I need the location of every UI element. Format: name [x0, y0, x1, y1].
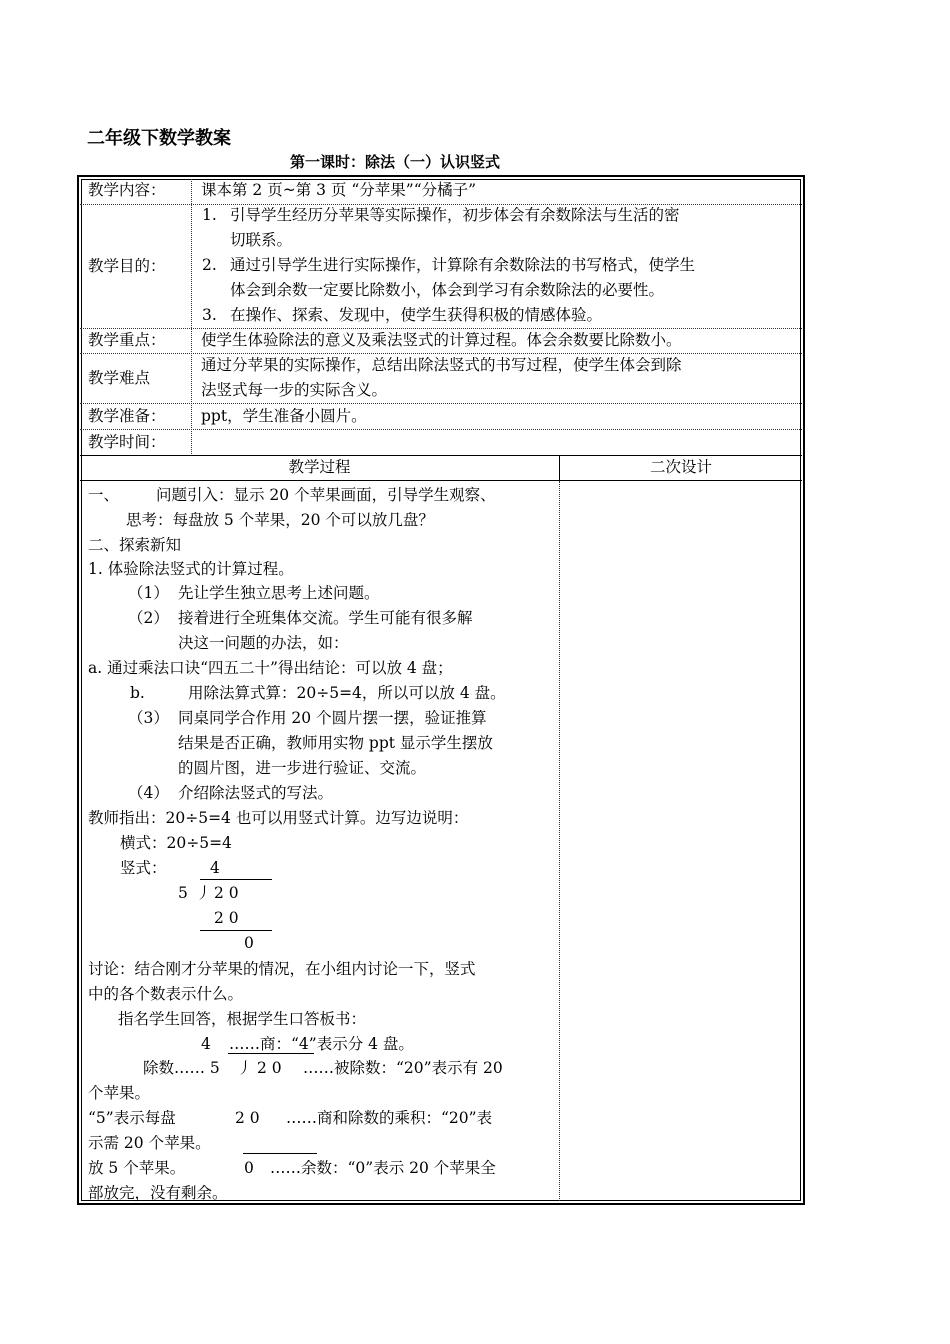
key-label: 教学重点：: [88, 331, 166, 349]
annotated-divisor: 除数…… 5: [143, 1059, 220, 1077]
difficulty-label: 教学难点: [88, 369, 151, 387]
paragraph: 接着进行全班集体交流。学生可能有很多解: [178, 609, 473, 627]
paragraph: 同桌同学合作用 20 个圆片摆一摆，验证推算: [178, 709, 487, 727]
paragraph: a. 通过乘法口诀“四五二十”得出结论：可以放 4 盘；: [88, 659, 453, 677]
section-heading: 二、探索新知: [88, 536, 182, 554]
paragraph: 竖式：: [120, 859, 167, 877]
step-number: （4）: [128, 784, 169, 802]
prep-label: 教学准备：: [88, 407, 166, 425]
label-column-divider: [191, 179, 192, 454]
lesson-title: 第一课时：除法（一）认识竖式: [289, 153, 500, 171]
annotation: 个苹果。: [88, 1084, 151, 1102]
division-bracket: 丿: [196, 884, 212, 902]
goal-number: 1.: [202, 206, 217, 224]
annotated-quotient: 4: [201, 1035, 211, 1053]
list-marker: b.: [130, 684, 145, 702]
division-bracket: 丿: [237, 1059, 253, 1077]
step-number: （2）: [128, 609, 169, 627]
division-bar: [200, 879, 272, 880]
step-number: （3）: [128, 709, 169, 727]
annotated-dividend: 2 0: [257, 1059, 282, 1077]
division-quotient: 4: [210, 859, 220, 877]
goal-text: 体会到余数一定要比除数小，体会到学习有余数除法的必要性。: [230, 281, 665, 299]
design-column-header: 二次设计: [649, 458, 712, 476]
section-number: 一、: [88, 486, 120, 504]
annotation: 示需 20 个苹果。: [88, 1134, 211, 1152]
row-divider: [80, 480, 802, 481]
key-value: 使学生体验除法的意义及乘法竖式的计算过程。体会余数要比除数小。: [201, 331, 682, 349]
process-column-header: 教学过程: [288, 458, 351, 476]
row-divider: [80, 403, 802, 404]
prep-value: ppt，学生准备小圆片。: [201, 407, 367, 425]
difficulty-value: 法竖式每一步的实际含义。: [201, 381, 388, 399]
row-divider: [80, 429, 802, 430]
division-divisor: 5: [178, 884, 188, 902]
division-bar: [228, 1053, 314, 1054]
paragraph: 的圆片图，进一步进行验证、交流。: [178, 759, 427, 777]
paragraph: 思考：每盘放 5 个苹果，20 个可以放几盘？: [126, 511, 434, 529]
content-value: 课本第 2 页~第 3 页 “分苹果”“分橘子”: [201, 181, 477, 199]
goal-text: 通过引导学生进行实际操作，计算除有余数除法的书写格式，使学生: [230, 256, 696, 274]
paragraph: 结果是否正确，教师用实物 ppt 显示学生摆放: [178, 734, 493, 752]
goal-label: 教学目的：: [88, 257, 166, 275]
division-bar: [243, 1153, 317, 1154]
document-title: 二年级下数学教案: [87, 128, 231, 149]
annotation: 部放完，没有剩余。: [88, 1184, 228, 1202]
goal-text: 在操作、探索、发现中，使学生获得积极的情感体验。: [230, 306, 603, 324]
annotated-product: 2 0: [235, 1109, 260, 1127]
annotation: ……余数：“0”表示 20 个苹果全: [270, 1159, 496, 1177]
goal-text: 切联系。: [230, 231, 293, 249]
step-number: （1）: [128, 584, 169, 602]
annotation: 放 5 个苹果。: [88, 1159, 186, 1177]
goal-number: 3.: [202, 306, 217, 324]
annotation: ……商：“4”表示分 4 盘。: [229, 1035, 414, 1053]
content-label: 教学内容：: [88, 181, 166, 199]
time-label: 教学时间：: [88, 433, 166, 451]
annotated-remainder: 0: [244, 1159, 254, 1177]
column-divider: [559, 481, 560, 1201]
goal-number: 2.: [202, 256, 217, 274]
paragraph: 中的各个数表示什么。: [88, 985, 244, 1003]
paragraph: 横式：20÷5=4: [120, 834, 232, 852]
division-remainder: 0: [244, 934, 254, 952]
paragraph: 教师指出：20÷5=4 也可以用竖式计算。边写边说明：: [88, 809, 469, 827]
difficulty-value: 通过分苹果的实际操作，总结出除法竖式的书写过程，使学生体会到除: [201, 356, 682, 374]
paragraph: 指名学生回答，根据学生口答板书：: [118, 1010, 367, 1028]
paragraph: 问题引入：显示 20 个苹果画面，引导学生观察、: [156, 486, 496, 504]
paragraph: 讨论：结合刚才分苹果的情况，在小组内讨论一下，竖式: [88, 960, 476, 978]
paragraph: 用除法算式算：20÷5=4，所以可以放 4 盘。: [188, 684, 506, 702]
annotation: ……被除数：“20”表示有 20: [303, 1059, 503, 1077]
paragraph: 介绍除法竖式的写法。: [178, 784, 334, 802]
paragraph: 先让学生独立思考上述问题。: [178, 584, 380, 602]
annotation: ……商和除数的乘积：“20”表: [286, 1109, 493, 1127]
subsection-heading: 1. 体验除法竖式的计算过程。: [88, 560, 294, 578]
division-dividend: 2 0: [214, 884, 239, 902]
annotation: “5”表示每盘: [88, 1109, 176, 1127]
division-bar: [200, 930, 272, 931]
division-product: 2 0: [214, 909, 239, 927]
paragraph: 决这一问题的办法，如：: [178, 634, 349, 652]
goal-text: 引导学生经历分苹果等实际操作，初步体会有余数除法与生活的密: [230, 206, 680, 224]
